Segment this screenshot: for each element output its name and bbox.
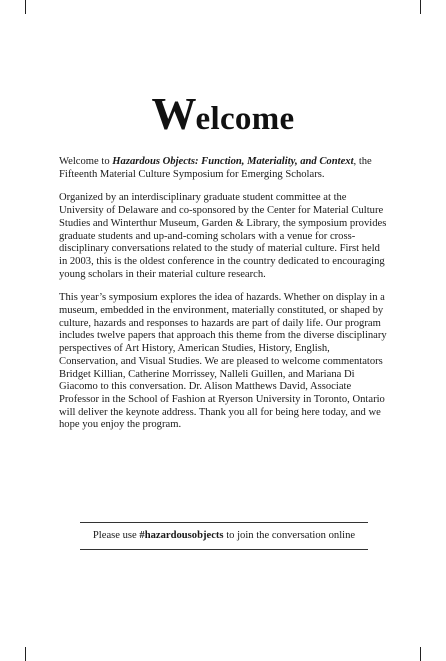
page-title: [0, 88, 446, 140]
crop-mark-top-right: [420, 0, 421, 14]
hashtag-suffix: to join the conversation online: [223, 530, 356, 541]
title-initial: W: [151, 89, 196, 139]
intro-prefix: Welcome to: [59, 156, 113, 167]
intro-paragraph: [59, 156, 389, 181]
crop-mark-top-left: [25, 0, 26, 14]
welcome-body: [59, 156, 389, 443]
hashtag-callout: [80, 522, 368, 550]
crop-mark-bottom-left: [25, 647, 26, 661]
hashtag: #hazardousobjects: [139, 530, 224, 541]
organizer-paragraph: Organized by an interdisciplinary graduate student committee at the University of Delaware and co-sponsored by the Center for Material Culture Studies and Winterthur Museum, Garden & Library, the symposium provides graduate students and up-and-coming scholars with a venue for cross-disciplinary conversations related to the study of material culture. First held in 2003, this is the oldest conference in the country dedicated to encouraging young scholars in their material culture research.: [59, 192, 387, 280]
intro-suffix: , the Fifteenth Material Culture Symposium for Emerging Scholars.: [59, 156, 372, 180]
theme-paragraph: This year’s symposium explores the idea of hazards. Whether on display in a museum, embedded in the environment, materially constituted, or shaped by culture, hazards and responses to hazards are part of daily life. Our program includes twelve papers that approach this theme from the diverse disciplinary perspectives of Art History, American Studies, History, English, Conservation, and Visual Studies. We are pleased to welcome commentators Bridget Killian, Catherine Morrissey, Nalleli Guillen, and Mariana Di Giacomo to this conversation. Dr. Alison Matthews David, Associate Professor in the School of Fashion at Ryerson University in Toronto, Ontario will deliver the keynote address. Thank you all for being here today, and we hope you enjoy the program.: [59, 292, 387, 431]
crop-mark-bottom-right: [420, 647, 421, 661]
symposium-name: Hazardous Objects: Function, Materiality, and Context: [112, 156, 354, 167]
title-rest: elcome: [195, 101, 295, 137]
hashtag-prefix: Please use: [92, 530, 140, 541]
